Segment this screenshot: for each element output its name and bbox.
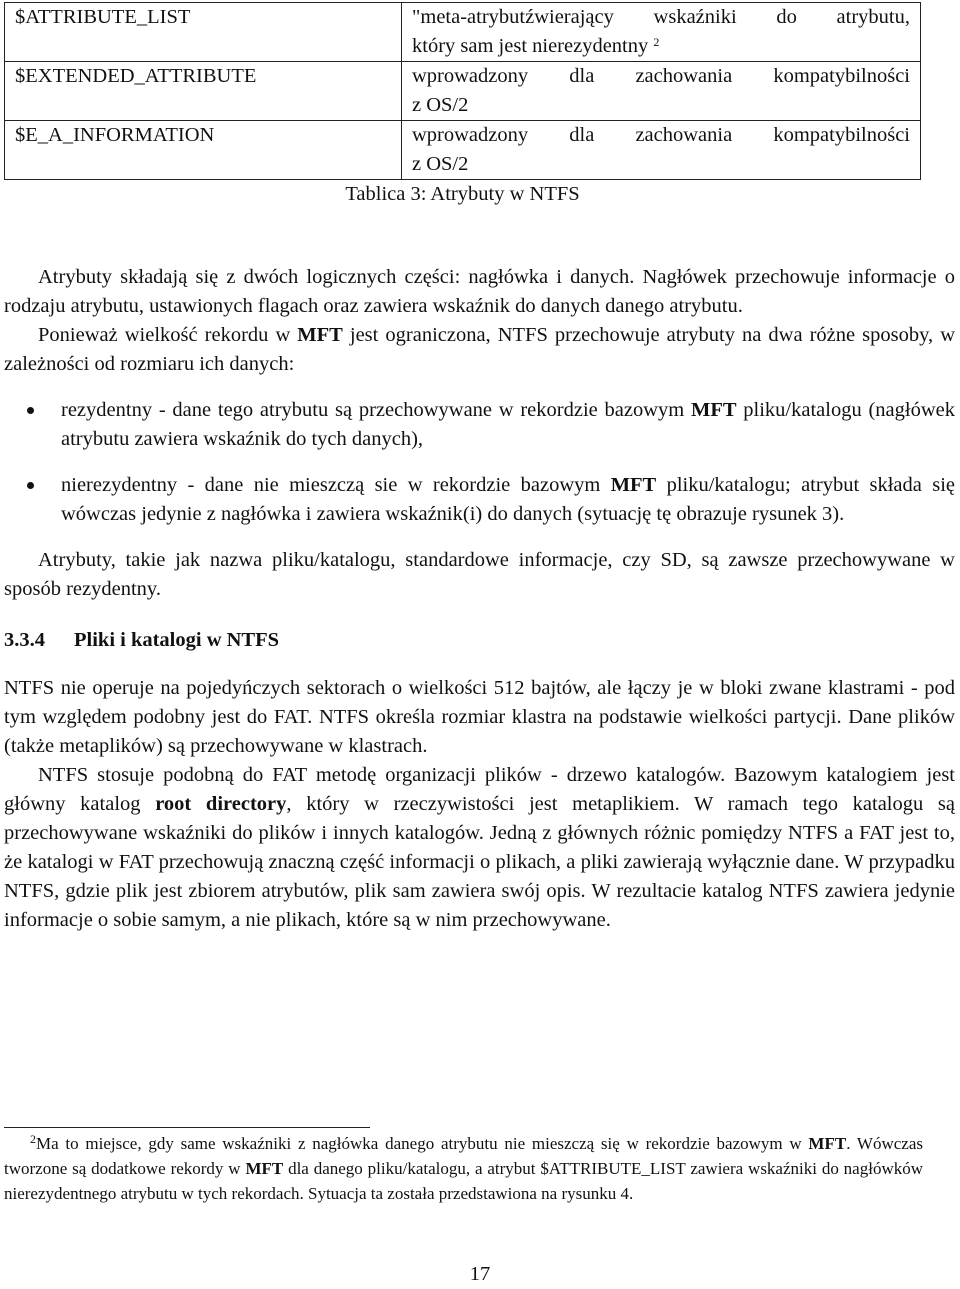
description-text: który sam jest nierezydentny [412, 35, 649, 57]
bold-text: MFT [808, 1134, 847, 1153]
description-line: z OS/2 [412, 153, 469, 175]
paragraph: Atrybuty, takie jak nazwa pliku/katalogu, standardowe informacje, czy SD, są zawsze przechowywane w sposób rezydentny. [4, 549, 955, 600]
attribute-description [402, 62, 921, 121]
text: nierezydentny - dane nie mieszczą sie w rekordzie bazowym [61, 474, 611, 496]
text: jest ograniczona, NTFS przechowuje atrybuty na dwa różne sposoby, w zależności od rozmiaru ich danych: [4, 324, 955, 375]
description-line: z OS/2 [412, 94, 469, 116]
attribute-description [402, 121, 921, 180]
attribute-name: $ATTRIBUTE_LIST [5, 3, 402, 62]
bold-text: MFT [610, 474, 657, 496]
paragraph: Atrybuty składają się z dwóch logicznych części: nagłówka i danych. Nagłówek przechowuje informacje o rodzaju atrybutu, ustawionych flagach oraz zawiera wskaźnik do danych danego atrybutu. [4, 266, 955, 317]
footnote [4, 1131, 923, 1206]
attribute-name: $E_A_INFORMATION [5, 121, 402, 180]
bold-text: MFT [245, 1159, 284, 1178]
table-row [5, 62, 921, 121]
list-item [4, 471, 955, 529]
description-line: wprowadzony dla zachowania kompatybilności [412, 124, 910, 146]
table-caption: Tablica 3: Atrybuty w NTFS [345, 183, 580, 205]
text: rezydentny - dane tego atrybutu są przechowywane w rekordzie bazowym [61, 399, 691, 421]
text: , który w rzeczywistości jest metaplikiem. W ramach tego katalogu są przechowywane wskaźniki do plików i innych katalogów. Jedną z głównych różnic pomiędzy NTFS a FAT jest to, że katalogi w FAT przechowują znaczną część informacji o plikach, a pliki zawierają wyłącznie dane. W przypadku NTFS, gdzie plik jest zbiorem atrybutów, plik sam zawiera swój opis. W rezultacie katalog NTFS zawiera jedynie informacje o sobie samym, a nie plikach, które są w nim przechowywane. [4, 793, 955, 931]
description-line: wprowadzony dla zachowania kompatybilności [412, 65, 910, 87]
paragraph [4, 761, 955, 935]
text: pliku/katalogu; atrybut składa się wówczas jedynie z nagłówka i zawiera wskaźnik(i) do danych (sytuację tę obrazuje rysunek 3). [61, 474, 955, 525]
attributes-table [4, 2, 921, 180]
table-row [5, 121, 921, 180]
description-line: "meta-atrybutźwierający wskaźniki do atrybutu, [412, 6, 910, 28]
bullet-icon [27, 407, 34, 414]
bold-text: MFT [297, 324, 343, 346]
text: . Wówczas tworzone są dodatkowe rekordy w [4, 1134, 923, 1178]
list-item [4, 396, 955, 454]
bold-text: root directory [155, 793, 287, 815]
table-row [5, 3, 921, 62]
attribute-description [402, 3, 921, 62]
text: pliku/katalogu (nagłówek atrybutu zawiera wskaźnik do tych danych), [61, 399, 956, 450]
bullet-icon [27, 482, 34, 489]
text: Ma to miejsce, gdy same wskaźniki z nagłówka danego atrybutu nie mieszczą się w rekordzie bazowym w [36, 1134, 809, 1153]
bold-text: MFT [690, 399, 737, 421]
text: Ponieważ wielkość rekordu w [38, 324, 298, 346]
text: NTFS stosuje podobną do FAT metodę organizacji plików - drzewo katalogów. Bazowym katalogiem jest główny katalog [4, 764, 955, 815]
section-title: Pliki i katalogi w NTFS [74, 629, 280, 651]
text: dla danego pliku/katalogu, a atrybut $ATTRIBUTE_LIST zawiera wskaźniki do nagłówków nierezydentnego atrybutu w tych rekordach. Sytuacja ta została przedstawiona na rysunku 4. [4, 1159, 924, 1203]
page-number: 17 [469, 1263, 491, 1285]
section-heading [4, 626, 955, 655]
bullet-list [4, 396, 955, 529]
description-line [412, 32, 910, 61]
document-page [4, 0, 955, 935]
paragraph [4, 321, 955, 379]
footnote-ref: 2 [653, 35, 660, 49]
footnote-mark: 2 [30, 1132, 36, 1146]
footnote-rule [4, 1127, 370, 1128]
section-number: 3.3.4 [4, 629, 45, 651]
attribute-name: $EXTENDED_ATTRIBUTE [5, 62, 402, 121]
paragraph: NTFS nie operuje na pojedyńczych sektorach o wielkości 512 bajtów, ale łączy je w bloki zwane klastrami - pod tym względem podobny jest do FAT. NTFS określa rozmiar klastra na podstawie wielkości partycji. Dane plików (także metaplików) są przechowywane w klastrach. [4, 677, 955, 757]
